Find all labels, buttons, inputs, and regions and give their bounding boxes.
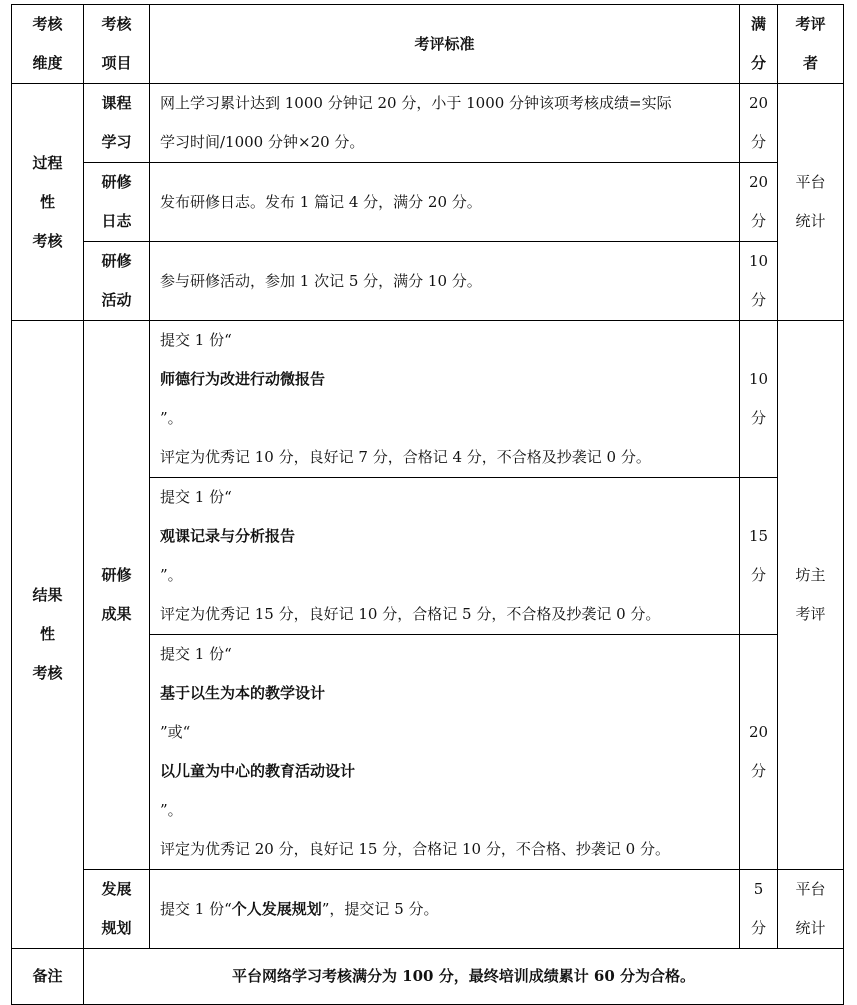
standard-course-study: 网上学习累计达到 1000 分钟记 20 分，小于 1000 分钟该项考核成绩=实际 学习时间/1000 分钟×20 分。 xyxy=(150,84,740,163)
standard-teaching-design: 提交 1 份“ 基于以生为本的教学设计 ”或“ 以儿童为中心的教育活动设计 ”。 评定为优秀记 20 分，良好记 15 分，合格记 10 分，不合格、抄袭记 0 分。 xyxy=(150,635,740,870)
item-research-activity: 研修 活动 xyxy=(84,242,150,321)
score-course-study: 20 分 xyxy=(740,84,778,163)
note-row xyxy=(12,949,844,1005)
item-research-log: 研修 日志 xyxy=(84,163,150,242)
header-standard: 考评标准 xyxy=(150,5,740,84)
header-evaluator: 考评 者 xyxy=(778,5,844,84)
score-teaching-design: 20 分 xyxy=(740,635,778,870)
result-dimension: 结果 性 考核 xyxy=(12,321,84,949)
table-row xyxy=(12,870,844,949)
table-row xyxy=(12,163,844,242)
score-ethics-report: 10 分 xyxy=(740,321,778,478)
table-row xyxy=(12,84,844,163)
header-score: 满 分 xyxy=(740,5,778,84)
table-row xyxy=(12,242,844,321)
evaluator-platform: 平台 统计 xyxy=(778,84,844,321)
item-course-study: 课程 学习 xyxy=(84,84,150,163)
standard-observation-report: 提交 1 份“ 观课记录与分析报告 ”。 评定为优秀记 15 分，良好记 10 分，合格记 5 分，不合格及抄袭记 0 分。 xyxy=(150,478,740,635)
header-row xyxy=(12,5,844,84)
item-research-outcome: 研修 成果 xyxy=(84,321,150,870)
process-dimension: 过程 性 考核 xyxy=(12,84,84,321)
table-row xyxy=(12,321,844,478)
score-development-plan: 5 分 xyxy=(740,870,778,949)
item-development-plan: 发展 规划 xyxy=(84,870,150,949)
standard-development-plan: 提交 1 份“个人发展规划”，提交记 5 分。 xyxy=(150,870,740,949)
evaluator-platform-plan: 平台 统计 xyxy=(778,870,844,949)
score-observation-report: 15 分 xyxy=(740,478,778,635)
standard-ethics-report: 提交 1 份“ 师德行为改进行动微报告 ”。 评定为优秀记 10 分，良好记 7 分，合格记 4 分，不合格及抄袭记 0 分。 xyxy=(150,321,740,478)
note-label: 备注 xyxy=(12,949,84,1005)
score-research-activity: 10 分 xyxy=(740,242,778,321)
assessment-table xyxy=(11,4,844,1005)
score-research-log: 20 分 xyxy=(740,163,778,242)
standard-research-activity: 参与研修活动，参加 1 次记 5 分，满分 10 分。 xyxy=(150,242,740,321)
standard-research-log: 发布研修日志。发布 1 篇记 4 分，满分 20 分。 xyxy=(150,163,740,242)
evaluator-workshop-host: 坊主 考评 xyxy=(778,321,844,870)
note-text: 平台网络学习考核满分为 100 分，最终培训成绩累计 60 分为合格。 xyxy=(84,949,844,1005)
header-dimension: 考核 维度 xyxy=(12,5,84,84)
header-item: 考核 项目 xyxy=(84,5,150,84)
